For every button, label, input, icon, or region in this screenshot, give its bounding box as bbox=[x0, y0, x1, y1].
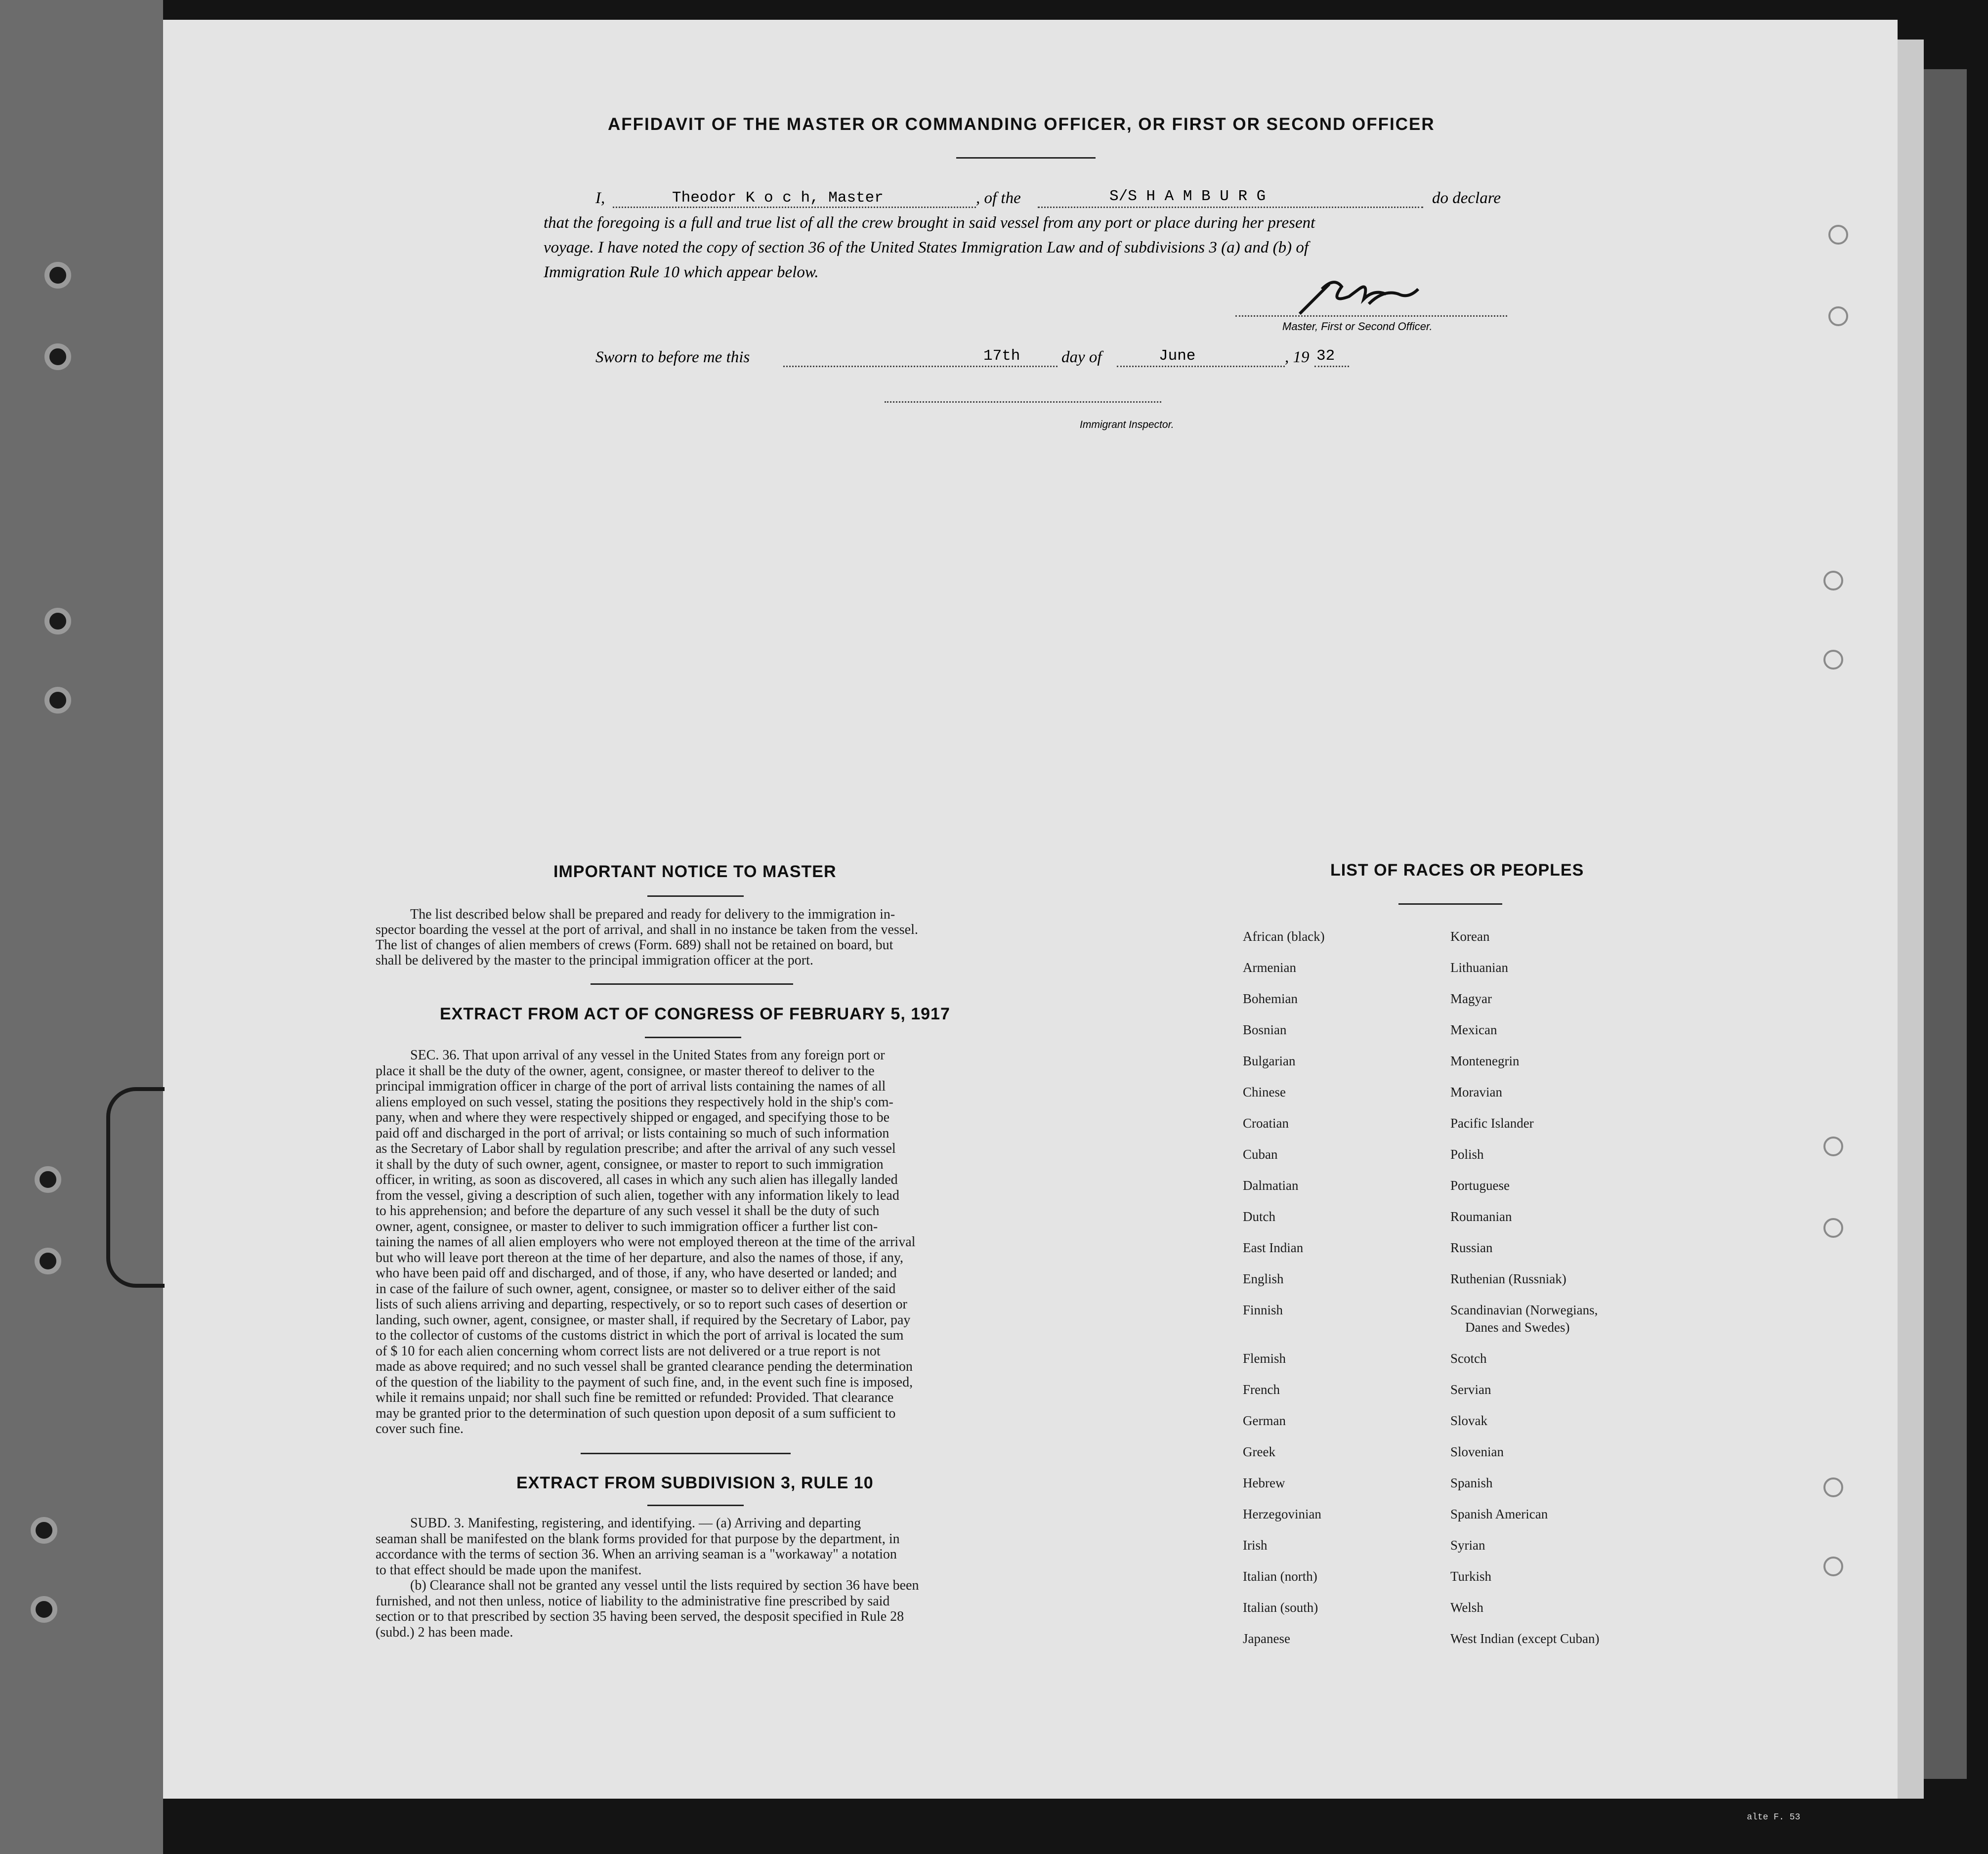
punch-hole bbox=[1823, 1137, 1843, 1156]
act-line: made as above required; and no such vessel shall be granted clearance pending the determination bbox=[376, 1359, 913, 1374]
signature-line bbox=[1235, 315, 1507, 317]
act-line: to his apprehension; and before the departure of any such vessel it shall be the duty of such bbox=[376, 1203, 880, 1219]
act-line: may be granted prior to the determination of such question upon deposit of a sum sufficient to bbox=[376, 1405, 896, 1421]
act-title: EXTRACT FROM ACT OF CONGRESS OF FEBRUARY 5, 1917 bbox=[440, 1005, 950, 1023]
act-line: aliens employed on such vessel, stating the positions they respectively hold in the ship's com- bbox=[376, 1094, 893, 1110]
rule-line: to that effect should be made upon the manifest. bbox=[376, 1562, 642, 1578]
form-code: alte F. 53 bbox=[1747, 1812, 1801, 1822]
race-item: Scandinavian (Norwegians, bbox=[1450, 1303, 1598, 1317]
rule-line: section or to that prescribed by section 35 having been served, the desposit specified in Rule 28 bbox=[376, 1609, 904, 1624]
binding-string bbox=[106, 1087, 165, 1288]
race-item: Armenian bbox=[1243, 960, 1296, 975]
race-item: French bbox=[1243, 1382, 1280, 1397]
races-title: LIST OF RACES OR PEOPLES bbox=[1330, 861, 1584, 880]
race-item: Japanese bbox=[1243, 1631, 1290, 1646]
race-item: Montenegrin bbox=[1450, 1053, 1520, 1068]
day-of-label: day of bbox=[1061, 348, 1102, 366]
act-line: who have been paid off and discharged, and of those, if any, who have deserted or landed; and bbox=[376, 1265, 897, 1281]
race-item: English bbox=[1243, 1271, 1284, 1286]
race-item: German bbox=[1243, 1413, 1286, 1428]
act-line: to the collector of customs of the customs district in which the port of arrival is located the sum bbox=[376, 1328, 904, 1343]
binder-hole bbox=[44, 262, 71, 289]
punch-hole bbox=[1823, 650, 1843, 670]
race-item: Slovenian bbox=[1450, 1444, 1504, 1459]
race-item: Ruthenian (Russniak) bbox=[1450, 1271, 1566, 1286]
race-item: Polish bbox=[1450, 1147, 1484, 1162]
race-item: Syrian bbox=[1450, 1538, 1485, 1553]
race-item: Bulgarian bbox=[1243, 1053, 1296, 1068]
act-line: pany, when and where they were respectively shipped or engaged, and specifying those to be bbox=[376, 1110, 890, 1125]
act-line: of the question of the liability to the payment of such fine, and, in the event such fine is imposed, bbox=[376, 1374, 913, 1390]
race-item: Flemish bbox=[1243, 1351, 1286, 1366]
vessel-name: S/S H A M B U R G bbox=[1109, 188, 1266, 205]
act-line: cover such fine. bbox=[376, 1421, 464, 1436]
race-item: Moravian bbox=[1450, 1085, 1502, 1099]
punch-hole bbox=[1828, 225, 1848, 245]
do-declare-label: do declare bbox=[1432, 189, 1501, 207]
race-item: Spanish American bbox=[1450, 1507, 1548, 1521]
notice-title: IMPORTANT NOTICE TO MASTER bbox=[553, 862, 837, 881]
sworn-label: Sworn to before me this bbox=[595, 348, 750, 366]
rule-title: EXTRACT FROM SUBDIVISION 3, RULE 10 bbox=[516, 1474, 874, 1492]
inspector-line bbox=[885, 401, 1161, 403]
race-item: Lithuanian bbox=[1450, 960, 1508, 975]
race-item: Roumanian bbox=[1450, 1209, 1512, 1224]
binder-hole bbox=[35, 1166, 61, 1193]
act-line: of $ 10 for each alien concerning whom correct lists are not delivered or a true report is not bbox=[376, 1343, 881, 1359]
master-signature bbox=[1295, 274, 1433, 319]
affidavit-line-3: voyage. I have noted the copy of section 36 of the United States Immigration Law and of subdivisions 3 (a) and (b) of bbox=[544, 239, 1309, 256]
rule-line: furnished, and not then unless, notice of liability to the administrative fine prescribed by said bbox=[376, 1593, 890, 1609]
race-item: Italian (south) bbox=[1243, 1600, 1318, 1615]
act-line: from the vessel, giving a description of such alien, together with any information likely to lead bbox=[376, 1187, 899, 1203]
act-line: taining the names of all alien employers who were not employed thereon at the time of the arrival bbox=[376, 1234, 916, 1250]
race-item: Dalmatian bbox=[1243, 1178, 1299, 1193]
race-item: Irish bbox=[1243, 1538, 1268, 1553]
rule-rule bbox=[647, 1505, 744, 1506]
race-item: Danes and Swedes) bbox=[1465, 1320, 1570, 1335]
act-line: place it shall be the duty of the owner, agent, consignee, or master thereof to deliver to the bbox=[376, 1063, 875, 1079]
race-item: Dutch bbox=[1243, 1209, 1275, 1224]
title-rule bbox=[956, 157, 1096, 159]
race-item: Scotch bbox=[1450, 1351, 1487, 1366]
act-line: SEC. 36. That upon arrival of any vessel in the United States from any foreign port or bbox=[410, 1048, 885, 1063]
race-item: Italian (north) bbox=[1243, 1569, 1317, 1584]
race-item: Herzegovinian bbox=[1243, 1507, 1321, 1521]
rule-line: (subd.) 2 has been made. bbox=[376, 1624, 513, 1640]
of-the-label: , of the bbox=[976, 189, 1021, 207]
sworn-month: June bbox=[1159, 347, 1196, 365]
punch-hole bbox=[1823, 1477, 1843, 1497]
punch-hole bbox=[1823, 1218, 1843, 1238]
vessel-line bbox=[1038, 207, 1423, 208]
race-item: Korean bbox=[1450, 929, 1490, 944]
race-item: Cuban bbox=[1243, 1147, 1278, 1162]
affidavit-title: AFFIDAVIT OF THE MASTER OR COMMANDING OFFICER, OR FIRST OR SECOND OFFICER bbox=[608, 115, 1435, 134]
affidavit-line-2: that the foregoing is a full and true list of all the crew brought in said vessel from any port or place during her present bbox=[544, 214, 1315, 232]
year-prefix: , 19 bbox=[1285, 348, 1310, 366]
binder-hole bbox=[31, 1596, 57, 1623]
race-item: Bosnian bbox=[1243, 1022, 1287, 1037]
binder-hole bbox=[44, 343, 71, 370]
punch-hole bbox=[1823, 1557, 1843, 1576]
act-line: principal immigration officer in charge of the port of arrival lists containing the names of all bbox=[376, 1079, 886, 1094]
race-item: Croatian bbox=[1243, 1116, 1289, 1131]
binder-hole bbox=[35, 1248, 61, 1274]
affidavit-line-4: Immigration Rule 10 which appear below. bbox=[544, 263, 819, 281]
race-item: Hebrew bbox=[1243, 1475, 1285, 1490]
binder-hole bbox=[31, 1517, 57, 1544]
race-item: Turkish bbox=[1450, 1569, 1492, 1584]
act-line: landing, such owner, agent, consignee, or master shall, if required by the Secretary of Labor, pay bbox=[376, 1312, 911, 1328]
race-item: Bohemian bbox=[1243, 991, 1298, 1006]
race-item: Slovak bbox=[1450, 1413, 1488, 1428]
notice-line: spector boarding the vessel at the port of arrival, and shall in no instance be taken from the vessel. bbox=[376, 922, 918, 937]
left-binding-strip bbox=[0, 0, 163, 1854]
notice-rule bbox=[647, 895, 744, 897]
race-item: African (black) bbox=[1243, 929, 1325, 944]
year-line bbox=[1314, 366, 1349, 367]
race-item: Portuguese bbox=[1450, 1178, 1510, 1193]
act-line: paid off and discharged in the port of arrival; or lists containing so much of such information bbox=[376, 1125, 889, 1141]
act-separator bbox=[581, 1453, 791, 1454]
race-item: Greek bbox=[1243, 1444, 1275, 1459]
master-name: Theodor K o c h, Master bbox=[672, 189, 884, 207]
races-rule bbox=[1398, 903, 1502, 905]
race-item: West Indian (except Cuban) bbox=[1450, 1631, 1600, 1646]
race-item: Mexican bbox=[1450, 1022, 1497, 1037]
act-line: owner, agent, consignee, or master to deliver to such immigration officer a further list con- bbox=[376, 1219, 878, 1234]
signer-caption: Master, First or Second Officer. bbox=[1282, 320, 1433, 333]
rule-line: seaman shall be manifested on the blank forms provided for that purpose by the department, in bbox=[376, 1531, 900, 1547]
race-item: Servian bbox=[1450, 1382, 1491, 1397]
act-line: lists of such aliens arriving and departing, respectively, or so to report such cases of desertion or bbox=[376, 1297, 907, 1312]
punch-hole bbox=[1823, 571, 1843, 590]
notice-line: The list described below shall be prepared and ready for delivery to the immigration in- bbox=[410, 907, 895, 922]
notice-line: The list of changes of alien members of crews (Form. 689) shall not be retained on board, but bbox=[376, 937, 893, 953]
notice-separator bbox=[591, 983, 793, 985]
binder-hole bbox=[44, 687, 71, 714]
race-item: Pacific Islander bbox=[1450, 1116, 1534, 1131]
rule-line: accordance with the terms of section 36. When an arriving seaman is a "workaway" a notation bbox=[376, 1547, 897, 1562]
punch-hole bbox=[1828, 306, 1848, 326]
race-item: Finnish bbox=[1243, 1303, 1283, 1317]
binder-hole bbox=[44, 608, 71, 634]
race-item: Russian bbox=[1450, 1240, 1493, 1255]
act-rule bbox=[645, 1037, 741, 1038]
sworn-day: 17th bbox=[983, 347, 1020, 365]
year-suffix: 32 bbox=[1316, 347, 1335, 365]
rule-line: SUBD. 3. Manifesting, registering, and identifying. — (a) Arriving and departing bbox=[410, 1516, 861, 1531]
month-line bbox=[1117, 366, 1285, 367]
race-item: East Indian bbox=[1243, 1240, 1304, 1255]
day-line bbox=[783, 366, 1057, 367]
act-line: it shall by the duty of such owner, agent, consignee, or master to report to such immigration bbox=[376, 1156, 884, 1172]
name-line bbox=[613, 207, 976, 208]
race-item: Magyar bbox=[1450, 991, 1492, 1006]
act-line: officer, in writing, as soon as discovered, all cases in which any such alien has illegally landed bbox=[376, 1172, 898, 1187]
notice-line: shall be delivered by the master to the principal immigration officer at the port. bbox=[376, 953, 813, 968]
act-line: while it remains unpaid; nor shall such fine be remitted or refunded: Provided. That clearance bbox=[376, 1390, 894, 1405]
race-item: Spanish bbox=[1450, 1475, 1493, 1490]
act-line: but who will leave port thereon at the time of her departure, and also the names of those, if any, bbox=[376, 1250, 904, 1265]
act-line: as the Secretary of Labor shall by regulation prescribe; and after the arrival of any such vessel bbox=[376, 1141, 896, 1156]
i-label: I, bbox=[595, 189, 605, 207]
rule-line: (b) Clearance shall not be granted any vessel until the lists required by section 36 have been bbox=[410, 1578, 919, 1593]
race-item: Chinese bbox=[1243, 1085, 1286, 1099]
act-line: in case of the failure of such owner, agent, consignee, or master so to deliver either of the said bbox=[376, 1281, 896, 1297]
inspector-caption: Immigrant Inspector. bbox=[1080, 419, 1174, 430]
race-item: Welsh bbox=[1450, 1600, 1483, 1615]
